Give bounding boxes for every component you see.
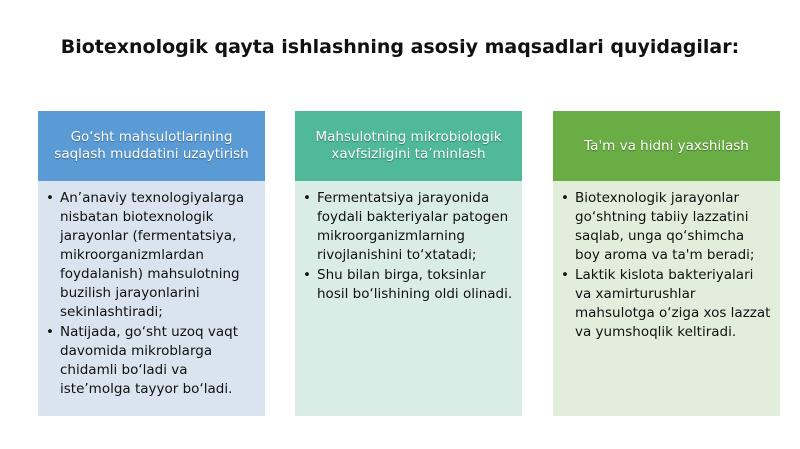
list-item-text: Fermentatsiya jarayonida foydali bakteriyalar patogen mikroorganizmlarning rivojlanishini to‘xtatadi; [317,190,509,263]
bullet-icon: • [46,324,54,340]
list-item [46,323,257,399]
list-item [561,189,772,265]
bullet-list [46,189,257,399]
column-header: Mahsulotning mikrobiologik xavfsizligini ta’minlash [295,111,522,181]
bullet-list [561,189,772,342]
list-item-text: Biotexnologik jarayonlar go‘shtning tabiiy lazzatini saqlab, unga qo‘shimcha boy aroma va ta'm beradi; [575,190,755,263]
bullet-list [303,189,514,304]
column-body [295,181,522,416]
column-shelf-life [38,111,265,416]
bullet-icon: • [561,267,569,283]
slide-title: Biotexnologik qayta ishlashning asosiy maqsadlari quyidagilar: [60,36,740,58]
list-item-text: An’anaviy texnologiyalarga nisbatan biotexnologik jarayonlar (fermentatsiya, mikroorganizmlardan foydalanish) mahsulotning buzilish jarayonlarini sekinlashtiradi; [60,190,245,320]
bullet-icon: • [303,267,311,283]
list-item [303,189,514,265]
list-item-text: Laktik kislota bakteriyalari va xamirturushlar mahsulotga o‘ziga xos lazzat va yumshoqlik keltiradi. [575,267,771,340]
list-item [46,189,257,322]
list-item [561,266,772,342]
list-item-text: Natijada, go‘sht uzoq vaqt davomida mikroblarga chidamli bo‘ladi va iste’molga tayyor bo‘ladi. [60,324,239,397]
column-taste-smell [553,111,780,416]
column-microbiological-safety [295,111,522,416]
list-item-text: Shu bilan birga, toksinlar hosil bo‘lishining oldi olinadi. [317,267,513,302]
bullet-icon: • [303,190,311,206]
bullet-icon: • [561,190,569,206]
column-header: Ta'm va hidni yaxshilash [553,111,780,181]
bullet-icon: • [46,190,54,206]
column-header: Go‘sht mahsulotlarining saqlash muddatini uzaytirish [38,111,265,181]
list-item [303,266,514,304]
column-body [553,181,780,416]
column-body [38,181,265,416]
